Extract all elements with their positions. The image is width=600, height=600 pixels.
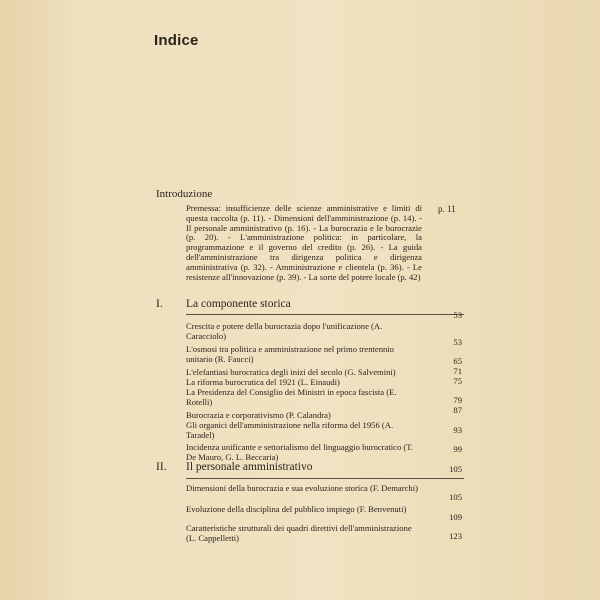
toc-entry: L'osmosi tra politica e amministrazione nel primo trentennio unitario (R. Faucci) [186,344,394,364]
section-1-title: La componente storica [186,298,291,310]
toc-page-number: 53 [453,310,462,320]
toc-entry: Burocrazia e corporativismo (P. Calandra) [186,410,331,420]
toc-page-number: 105 [449,464,462,474]
toc-entry: Dimensioni della burocrazia e sua evoluzione storica (F. Demarchi) [186,483,418,493]
toc-page-number: 79 [453,395,462,405]
introduction-summary: Premessa: insufficienze delle scienze amministrative e limiti di questa raccolta (p. 11). - Dimensioni dell'amministrazione (p. 14). - Il personale amministrativo (p. 16). - La burocrazia e le burocrazie (p. 20). - L'amministrazione politica: in particolare, la programmazione e il governo del credito (p. 26). - La guida dell'amministrazione tra dirigenza politica e dirigenza amministrativa (p. 32). - Amministrazione e clientela (p. 36). - Le resistenze all'innovazione (p. 39). - La sorte del potere locale (p. 42) [186,203,422,282]
toc-page-number: 87 [453,405,462,415]
section-2-divider [186,478,464,479]
section-2-title: Il personale amministrativo [186,461,313,473]
toc-page-number: 75 [453,376,462,386]
toc-page-number: 53 [453,337,462,347]
index-title: Indice [154,32,199,49]
toc-entry: Crescita e potere della burocrazia dopo l'unificazione (A. Caracciolo) [186,321,383,341]
section-1-number: I. [156,298,163,310]
section-1-divider [186,314,464,315]
toc-page-number: 93 [453,425,462,435]
toc-entry: Incidenza unificante e settorialismo del linguaggio burocratico (T. De Mauro, G. L. Beccaria) [186,442,414,462]
toc-entry: L'elefantiasi burocratica degli inizi del secolo (G. Salvemini) [186,367,396,377]
toc-entry: La Presidenza del Consiglio dei Ministri in epoca fascista (E. Rotelli) [186,387,397,407]
toc-entry: La riforma burocratica del 1921 (L. Einaudi) [186,377,340,387]
toc-page-number: 65 [453,356,462,366]
toc-entry: Gli organici dell'amministrazione nella riforma del 1956 (A. Taradel) [186,420,394,440]
toc-page-number: 123 [449,531,462,541]
section-2-number: II. [156,461,167,473]
introduction-page-number: p. 11 [438,204,456,214]
toc-page-number: 99 [453,444,462,454]
toc-entry: Evoluzione della disciplina del pubblico impiego (F. Benvenuti) [186,504,407,514]
introduction-heading: Introduzione [156,188,213,200]
toc-page-number: 105 [449,492,462,502]
toc-entry: Caratteristiche strutturali dei quadri direttivi dell'amministrazione (L. Cappelletti) [186,523,412,543]
toc-page-number: 109 [449,512,462,522]
toc-page-number: 71 [453,366,462,376]
